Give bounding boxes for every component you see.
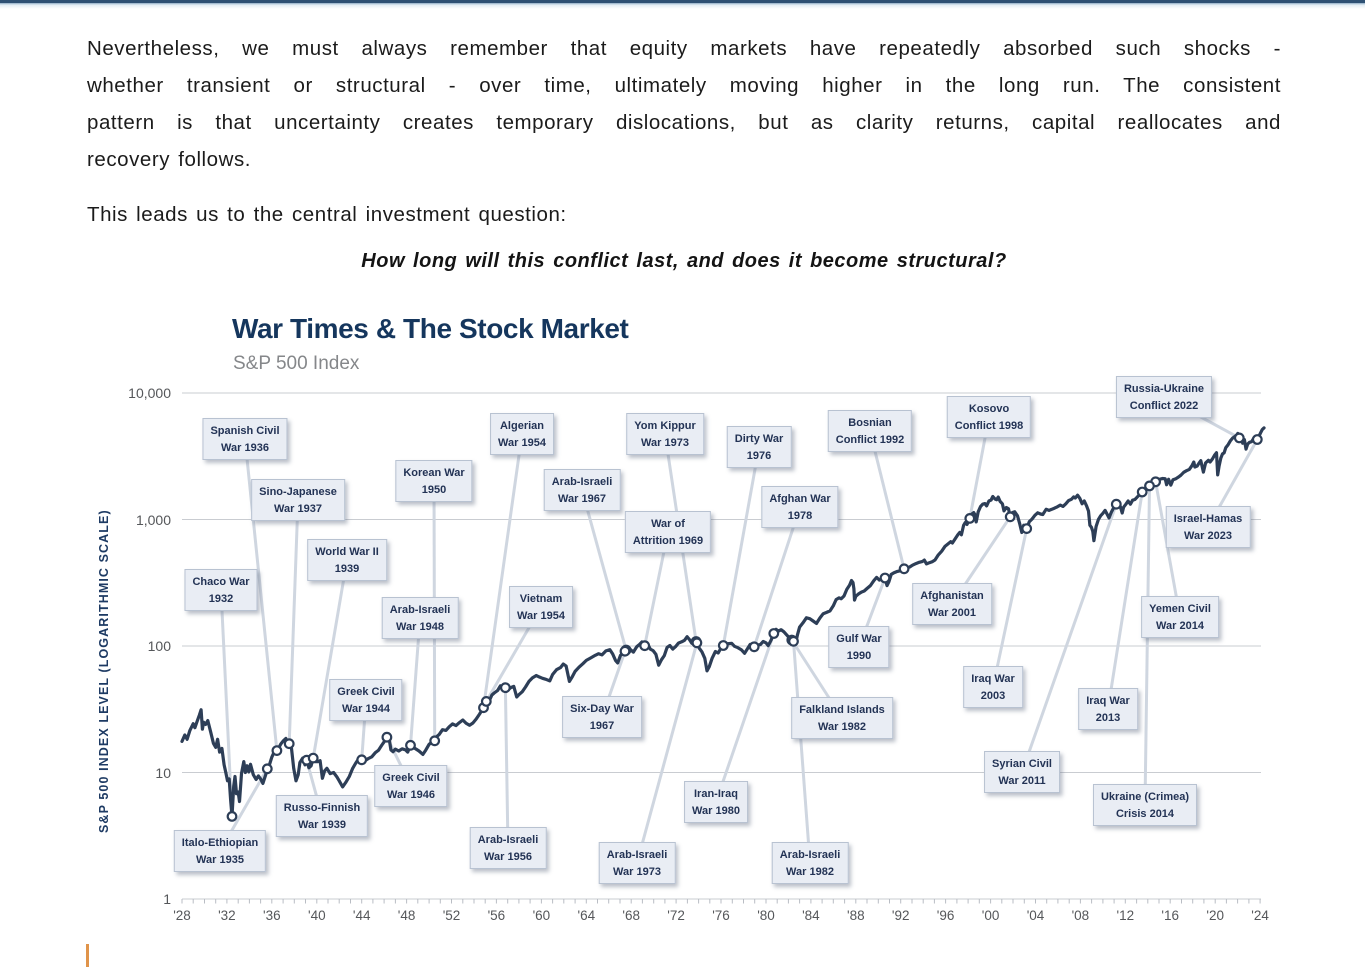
war-callout-year: War 1946 — [387, 788, 435, 801]
war-callout-year: War 1948 — [396, 620, 444, 633]
war-callout-year: 1950 — [421, 483, 447, 496]
war-callout-name: War of — [651, 518, 685, 530]
y-tick-label: 1 — [163, 891, 171, 907]
callout-leader-line — [484, 434, 523, 708]
war-callout — [509, 586, 573, 628]
war-callout — [963, 666, 1023, 708]
war-callout — [1093, 784, 1197, 826]
war-callout — [562, 696, 642, 738]
war-callout — [307, 539, 387, 581]
war-marker — [263, 765, 272, 774]
war-callout-name: Algerian — [499, 420, 544, 432]
war-callout — [791, 697, 893, 739]
callout-leader-line — [723, 447, 759, 646]
war-callout-name: Chaco War — [192, 576, 250, 588]
callout-leader-line — [505, 688, 508, 848]
war-callout-name: Sino-Japanese — [259, 486, 337, 498]
x-tick-label: '96 — [936, 908, 955, 923]
war-callout-name: Arab-Israeli — [606, 849, 668, 861]
war-callout-name: Israel-Hamas — [1173, 513, 1243, 525]
x-tick-label: '56 — [487, 908, 506, 923]
war-callout-year: War 1956 — [484, 850, 532, 863]
callout-leader-line — [313, 560, 347, 758]
war-callout — [1166, 506, 1251, 548]
callout-leader-line — [1108, 492, 1142, 709]
war-callout-name: Six-Day War — [570, 703, 634, 715]
war-marker — [482, 697, 491, 706]
war-marker — [1006, 513, 1015, 522]
x-tick-label: '08 — [1071, 908, 1090, 923]
war-callout — [828, 626, 889, 668]
chart-subtitle: S&P 500 Index — [233, 353, 360, 374]
x-tick-label: '92 — [891, 908, 910, 923]
y-tick-label: 10,000 — [128, 385, 171, 401]
war-callout — [761, 486, 838, 528]
callout-leader-line — [716, 634, 774, 803]
x-tick-label: '44 — [352, 908, 371, 923]
intro-paragraph-line: pattern is that uncertainty creates temporary dislocations, but as clarity returns, capital reallocates and — [87, 111, 1281, 134]
callout-leader-line — [993, 529, 1027, 687]
x-tick-label: '76 — [712, 908, 730, 923]
war-callout-year: War 1982 — [786, 865, 834, 878]
x-tick-label: '32 — [218, 908, 236, 923]
war-marker — [719, 641, 728, 650]
war-callout-year: 1976 — [746, 449, 772, 462]
war-callout-name: Iraq War — [1086, 695, 1130, 707]
war-callout — [276, 795, 368, 837]
war-callout-name: Afghan War — [769, 493, 831, 505]
war-callout-name: Russia-Ukraine — [1123, 383, 1205, 395]
callout-leader-line — [794, 641, 811, 863]
war-marker — [640, 641, 649, 650]
x-tick-label: '24 — [1251, 908, 1269, 923]
intro-paragraph-line: recovery follows. — [87, 148, 252, 171]
war-callout-name: Syrian Civil — [992, 758, 1052, 770]
war-callout-year: 1978 — [787, 509, 813, 522]
orange-cursor-mark — [86, 944, 89, 967]
war-callout-year: 1932 — [208, 592, 234, 605]
war-callout-name: Yemen Civil — [1149, 603, 1211, 615]
war-callout-name: Vietnam — [519, 593, 563, 605]
war-callout-year: War 1980 — [692, 804, 740, 817]
war-callout-name: Falkland Islands — [799, 704, 885, 716]
war-marker — [285, 739, 294, 748]
war-callout-year: Attrition 1969 — [632, 534, 704, 547]
war-callout-name: Gulf War — [836, 633, 882, 645]
callout-leader-line — [1145, 486, 1150, 805]
war-callout-name: Arab-Israeli — [389, 604, 451, 616]
war-callout — [174, 830, 266, 872]
war-callout-year: War 1937 — [274, 502, 322, 515]
war-callout — [727, 426, 792, 468]
war-callout — [1116, 376, 1212, 418]
war-callout — [599, 842, 676, 884]
x-tick-label: '60 — [532, 908, 551, 923]
war-callout-year: War 1982 — [818, 720, 866, 733]
war-callout-year: War 1936 — [221, 441, 269, 454]
war-callout-year: War 2011 — [998, 774, 1046, 787]
war-callout-year: War 1954 — [517, 609, 565, 622]
callout-leader-line — [1022, 504, 1116, 772]
war-callout — [251, 479, 345, 521]
war-marker — [966, 514, 975, 523]
war-callout-name: Italo-Ethiopian — [181, 837, 259, 849]
war-callout-name: Dirty War — [734, 433, 784, 445]
war-callout — [1141, 596, 1219, 638]
war-marker — [1253, 435, 1262, 444]
war-callout-year: Conflict 1998 — [954, 419, 1024, 432]
war-callout — [626, 413, 704, 455]
war-callout — [329, 679, 402, 721]
war-callout-name: Greek Civil — [337, 686, 395, 698]
war-callout-name: Arab-Israeli — [779, 849, 841, 861]
x-tick-label: '64 — [577, 908, 596, 923]
y-tick-label: 100 — [147, 638, 171, 654]
war-callout-name: Afghanistan — [920, 590, 984, 602]
war-callout-year: 2013 — [1095, 711, 1121, 724]
war-callout-year: 1939 — [334, 562, 360, 575]
war-times-chart — [85, 305, 1280, 963]
war-marker — [228, 812, 237, 821]
war-callout-name: Iran-Iraq — [693, 788, 738, 800]
war-marker — [770, 629, 779, 638]
war-callout-year: 2003 — [980, 689, 1006, 702]
x-tick-label: '28 — [173, 908, 191, 923]
war-callout-year: War 1944 — [342, 702, 390, 715]
war-callout-year: War 1967 — [558, 492, 606, 505]
war-callout-name: Kosovo — [968, 403, 1010, 415]
war-marker — [383, 733, 392, 742]
war-callout-year: Conflict 1992 — [835, 433, 905, 446]
war-callout — [490, 413, 554, 455]
war-callout-year: 1967 — [589, 719, 615, 732]
x-tick-label: '00 — [981, 908, 1000, 923]
war-callout-name: Bosnian — [848, 417, 892, 429]
x-tick-label: '48 — [397, 908, 416, 923]
war-callout-year: Crisis 2014 — [1115, 807, 1175, 820]
war-callout — [828, 410, 912, 452]
war-callout-year: 1990 — [846, 649, 872, 662]
intro-paragraph-line: whether transient or structural - over time, ultimately moving higher in the long run. The consistent — [87, 74, 1281, 97]
war-callout — [202, 418, 287, 460]
war-callout-year: War 2001 — [928, 606, 976, 619]
y-tick-label: 1,000 — [135, 511, 171, 528]
war-callout-year: Conflict 2022 — [1129, 399, 1199, 412]
war-callout-name: Korean War — [403, 467, 465, 479]
war-callout-year: War 1954 — [498, 436, 546, 449]
intro-paragraph-line: Nevertheless, we must always remember that equity markets have repeatedly absorbed such shocks - — [87, 37, 1281, 60]
x-tick-label: '36 — [263, 908, 281, 923]
x-tick-label: '68 — [622, 908, 640, 923]
war-marker — [1022, 524, 1031, 533]
war-callout-year: War 2014 — [1156, 619, 1204, 632]
war-callout — [382, 597, 459, 639]
war-marker — [430, 737, 439, 746]
war-marker — [357, 756, 366, 765]
war-callout — [984, 751, 1060, 793]
war-marker — [750, 643, 759, 652]
callout-leader-line — [637, 643, 697, 863]
x-tick-label: '40 — [308, 908, 326, 923]
lead-in-paragraph: This leads us to the central investment question: — [87, 203, 567, 226]
war-callout-name: Ukraine (Crimea) — [1100, 791, 1190, 803]
war-marker — [621, 647, 630, 656]
war-callout-year: War 2023 — [1184, 529, 1232, 542]
central-question: How long will this conflict last, and does it become structural? — [361, 250, 1007, 272]
war-callout-name: Arab-Israeli — [551, 476, 613, 488]
war-callout — [772, 842, 849, 884]
war-callout — [947, 396, 1031, 438]
war-callout — [684, 781, 748, 823]
war-callout-name: Spanish Civil — [210, 425, 280, 437]
war-callout — [1078, 688, 1138, 730]
war-marker — [1112, 500, 1121, 509]
war-callout-year: War 1935 — [196, 853, 244, 866]
x-tick-label: '88 — [847, 908, 865, 923]
war-marker — [273, 746, 282, 755]
x-tick-label: '84 — [802, 908, 820, 923]
war-callout — [544, 469, 621, 511]
war-callout-name: Yom Kippur — [634, 420, 696, 432]
war-marker — [1145, 482, 1154, 491]
callout-leader-line — [582, 490, 626, 650]
war-marker — [693, 639, 702, 648]
war-callout — [374, 765, 447, 807]
war-marker — [900, 565, 909, 574]
war-marker — [309, 754, 318, 763]
document-content — [87, 30, 1281, 273]
war-callout — [625, 511, 711, 553]
page-top-border — [0, 0, 1365, 9]
war-callout-year: War 1973 — [641, 436, 689, 449]
x-tick-label: '12 — [1116, 908, 1135, 923]
war-marker — [881, 574, 890, 583]
war-marker — [789, 637, 798, 646]
war-callout-name: Greek Civil — [382, 772, 440, 784]
war-callout-name: Iraq War — [971, 673, 1015, 685]
y-tick-label: 10 — [155, 764, 171, 781]
y-axis-title: S&P 500 INDEX LEVEL (LOGARITHMIC SCALE) — [97, 509, 111, 833]
intro-paragraph — [87, 30, 1281, 178]
x-tick-label: '04 — [1026, 908, 1045, 923]
x-tick-label: '52 — [442, 908, 461, 923]
war-callout-year: War 1939 — [298, 818, 346, 831]
war-callout-name: World War II — [315, 546, 379, 558]
war-callout — [184, 569, 257, 611]
war-marker — [406, 741, 415, 750]
war-marker — [1235, 434, 1244, 443]
war-callout-year: War 1973 — [613, 865, 661, 878]
war-callout — [395, 460, 472, 502]
x-tick-label: '16 — [1161, 908, 1179, 923]
chart-title: War Times & The Stock Market — [232, 313, 629, 344]
war-callout-name: Arab-Israeli — [477, 834, 539, 846]
war-callout — [912, 583, 992, 625]
callout-leader-line — [289, 500, 298, 744]
war-marker — [501, 683, 510, 692]
x-tick-label: '20 — [1206, 908, 1224, 923]
war-callout — [470, 827, 547, 869]
war-callout-name: Russo-Finnish — [283, 802, 361, 814]
x-tick-label: '72 — [667, 908, 685, 923]
x-tick-label: '80 — [757, 908, 775, 923]
